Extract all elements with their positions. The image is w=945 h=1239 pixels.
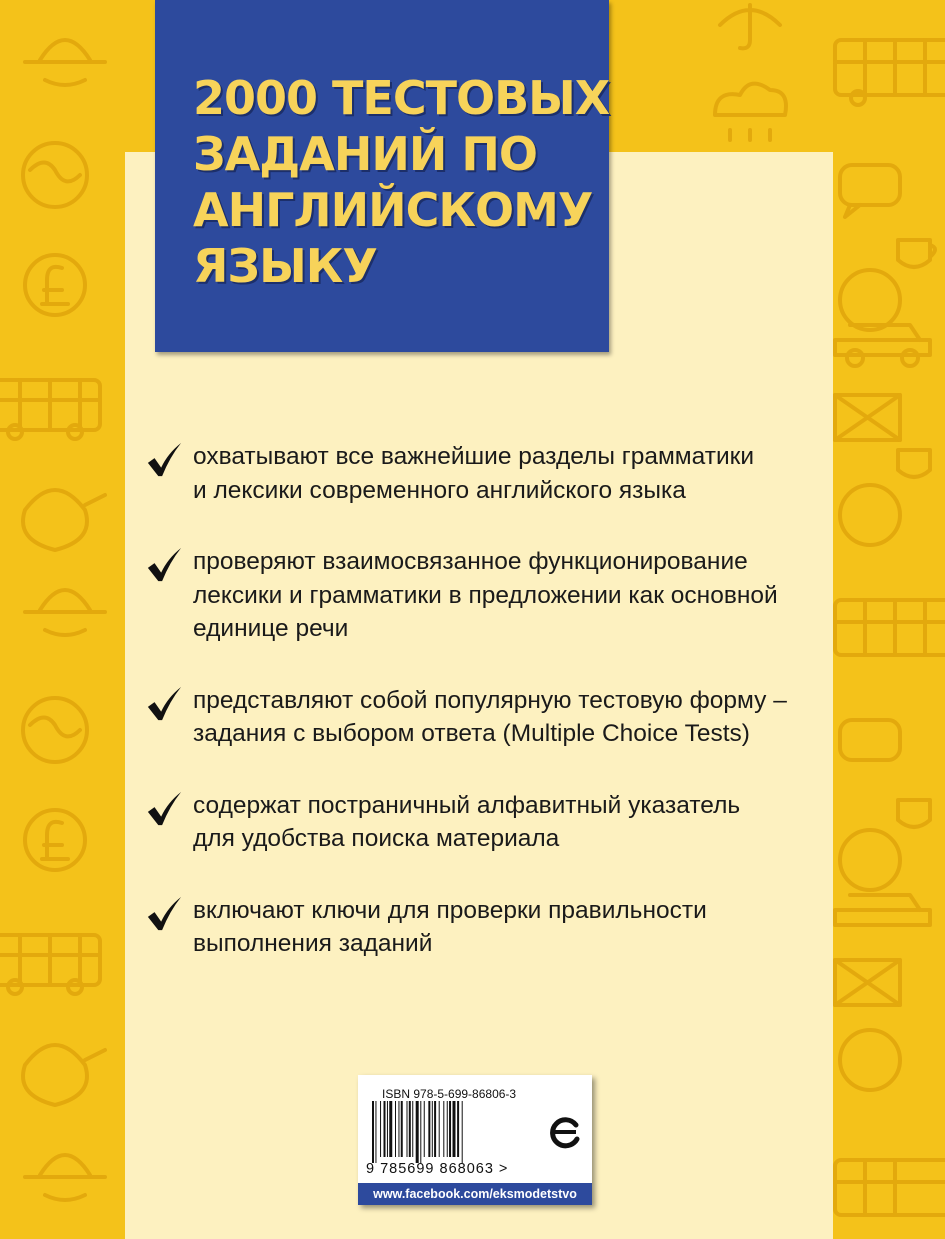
- barcode-bar: [449, 1101, 451, 1157]
- barcode-bar: [375, 1101, 376, 1163]
- barcode-bar: [384, 1101, 386, 1157]
- feature-text: включают ключи для проверки правильности выполнения заданий: [193, 896, 707, 957]
- barcode-bar: [401, 1101, 403, 1157]
- barcode-bar: [453, 1101, 456, 1157]
- barcode-bar: [432, 1101, 433, 1157]
- barcode-bar: [434, 1101, 436, 1157]
- feature-text: содержат постраничный алфавитный указатель для удобства поиска материала: [193, 791, 741, 852]
- check-icon: [145, 686, 183, 722]
- barcode-bar: [420, 1101, 421, 1163]
- barcode-card: [358, 1075, 592, 1205]
- feature-item: [145, 684, 805, 751]
- feature-item: [145, 894, 805, 961]
- barcode-bar: [443, 1101, 444, 1157]
- barcode-bar: [424, 1101, 425, 1157]
- feature-item: [145, 440, 805, 507]
- facebook-url: www.facebook.com/eksmodetstvo: [358, 1183, 592, 1205]
- feature-text: представляют собой популярную тестовую форму – задания с выбором ответа (Multiple Choice Tests): [193, 686, 787, 747]
- title-line: ЯЗЫКУ: [193, 239, 377, 293]
- left-column-icons: [0, 40, 105, 1200]
- barcode-bar: [462, 1101, 463, 1163]
- title-line: ЗАДАНИЙ ПО: [193, 127, 537, 181]
- feature-item: [145, 545, 805, 646]
- book-title: [193, 70, 610, 294]
- barcode-bar: [387, 1101, 388, 1157]
- feature-text: охватывают все важнейшие разделы грамматики и лексики современного английского языка: [193, 443, 755, 504]
- barcode-bar: [389, 1101, 392, 1157]
- barcode-bar: [409, 1101, 411, 1157]
- feature-text: проверяют взаимосвязанное функционирование лексики и грамматики в предложении как основной единице речи: [193, 548, 778, 642]
- barcode-bars: [370, 1101, 546, 1163]
- eksmo-logo-icon: [548, 1115, 582, 1149]
- barcode-bar: [412, 1101, 413, 1157]
- barcode-bar: [428, 1101, 430, 1157]
- check-icon: [145, 547, 183, 583]
- barcode-bar: [398, 1101, 399, 1157]
- barcode-bar: [457, 1101, 459, 1157]
- title-line: АНГЛИЙСКОМУ: [193, 183, 593, 237]
- barcode-bar: [372, 1101, 374, 1163]
- isbn-label: ISBN 978-5-699-86806-3: [382, 1087, 517, 1101]
- title-line: 2000 ТЕСТОВЫХ: [193, 71, 610, 125]
- ean-digits: 9 785699 868063 >: [366, 1161, 509, 1177]
- feature-list: [145, 440, 805, 999]
- barcode-bar: [395, 1101, 396, 1157]
- check-icon: [145, 791, 183, 827]
- check-icon: [145, 442, 183, 478]
- barcode-bar: [416, 1101, 419, 1163]
- check-icon: [145, 896, 183, 932]
- barcode-bar: [447, 1101, 448, 1157]
- feature-item: [145, 789, 805, 856]
- barcode-bar: [407, 1101, 408, 1157]
- title-box: [155, 0, 609, 352]
- barcode-bar: [439, 1101, 440, 1157]
- barcode-bar: [380, 1101, 381, 1157]
